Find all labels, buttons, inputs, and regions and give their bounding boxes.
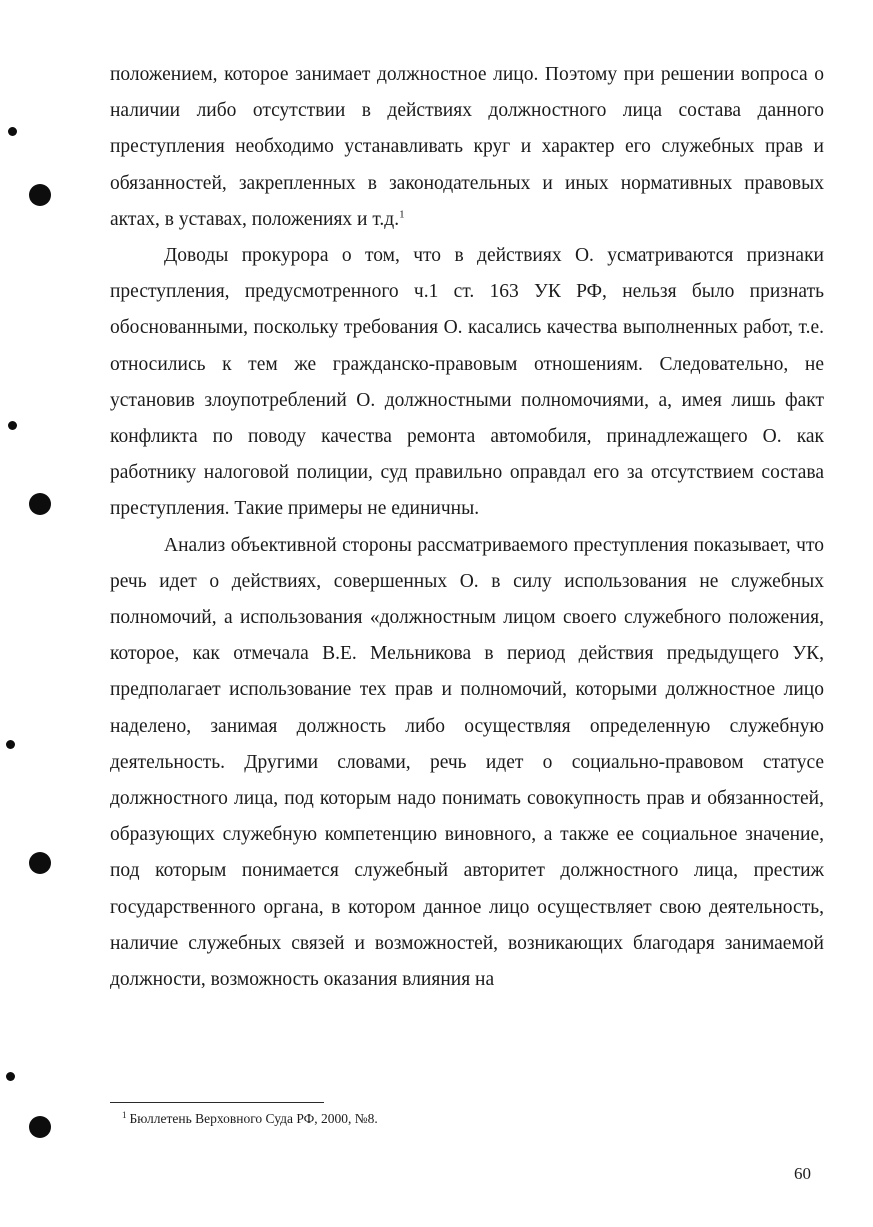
body-text bbox=[110, 57, 824, 998]
punch-hole bbox=[6, 1072, 15, 1081]
punch-hole bbox=[8, 421, 17, 430]
paragraph bbox=[110, 528, 824, 999]
footnote-reference: 1 bbox=[399, 208, 405, 221]
paragraph bbox=[110, 57, 824, 238]
page-number: 60 bbox=[794, 1164, 811, 1183]
punch-hole bbox=[29, 1116, 51, 1138]
paragraph-text: Анализ объективной стороны рассматриваемого преступления показывает, что речь идет о действиях, совершенных О. в силу использования не служебных полномочий, а использования «должностным лицом своего служебного положения, которое, как отмечала В.Е. Мельникова в период действия предыдущего УК, предполагает использование тех прав и полномочий, которыми должностное лицо наделено, занимая должность либо осуществляя определенную служебную деятельность. Другими словами, речь идет о социально-правовом статусе должностного лица, под которым надо понимать совокупность прав и обязанностей, образующих служебную компетенцию виновного, а также ее социальное значение, под которым понимается служебный авторитет должностного лица, престиж государственного органа, в котором данное лицо осуществляет свою деятельность, наличие служебных связей и возможностей, возникающих благодаря занимаемой должности, возможность оказания влияния на bbox=[110, 534, 824, 991]
paragraph-text: положением, которое занимает должностное лицо. Поэтому при решении вопроса о наличии либо отсутствии в действиях должностного лица состава данного преступления необходимо устанавливать круг и характер его служебных прав и обязанностей, закрепленных в законодательных и иных нормативных правовых актах, в уставах, положениях и т.д. bbox=[110, 64, 824, 230]
footnote-separator bbox=[110, 1102, 324, 1103]
footnote-text: Бюллетень Верховного Суда РФ, 2000, №8. bbox=[129, 1111, 378, 1126]
paragraph bbox=[110, 238, 824, 528]
punch-hole bbox=[6, 740, 15, 749]
paragraph-text: Доводы прокурора о том, что в действиях О. усматриваются признаки преступления, предусмотренного ч.1 ст. 163 УК РФ, нельзя было признать обоснованными, поскольку требования О. касались качества выполненных работ, т.е. относились к тем же гражданско-правовым отношениям. Следовательно, не установив злоупотреблений О. должностными полномочиями, а, имея лишь факт конфликта по поводу качества ремонта автомобиля, принадлежащего О. как работнику налоговой полиции, суд правильно оправдал его за отсутствием состава преступления. Такие примеры не единичны. bbox=[110, 245, 824, 520]
footnote bbox=[122, 1110, 378, 1128]
punch-hole bbox=[29, 184, 51, 206]
punch-hole bbox=[8, 127, 17, 136]
punch-hole bbox=[29, 852, 51, 874]
footnote-number: 1 bbox=[122, 1109, 127, 1120]
punch-hole bbox=[29, 493, 51, 515]
